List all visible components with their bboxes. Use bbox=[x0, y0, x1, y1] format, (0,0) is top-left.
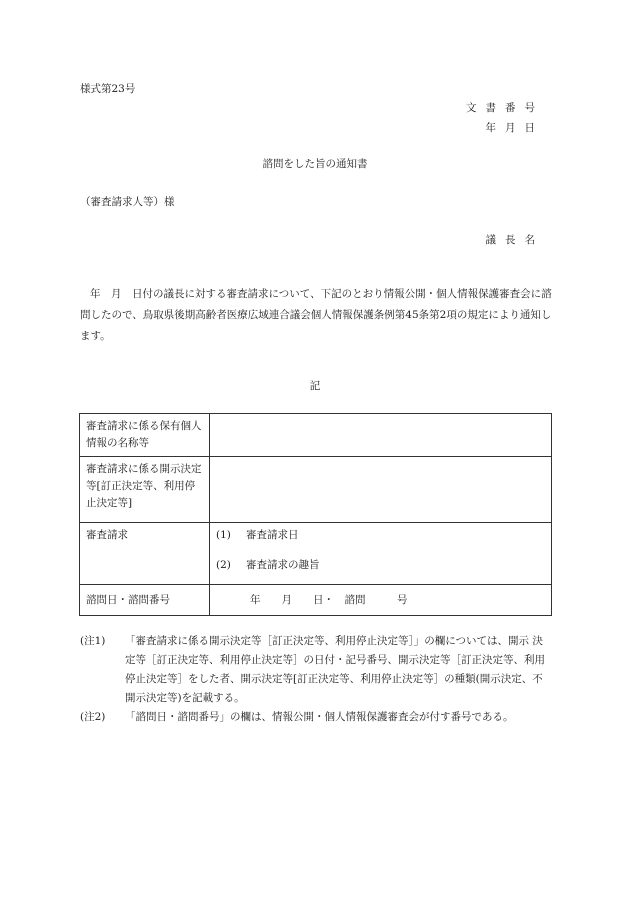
info-table bbox=[79, 413, 552, 616]
decision-value bbox=[210, 457, 552, 523]
ki-heading: 記 bbox=[309, 380, 321, 392]
note-item bbox=[80, 708, 552, 727]
info-value bbox=[210, 414, 552, 457]
note-text: 「審査請求に係る開示決定等［訂正決定等、利用停止決定等］」の欄については、開示 決定等［訂正決定等、利用停止決定等］の日付・記号番号、開示決定等［訂正決定等、利用停止決定等］をした者、開示決定等[訂正決定等、利用停止決定等］の種類(開示決定、不開示決定等)を記載する。 bbox=[125, 635, 545, 704]
addressee: （審査請求人等）様 bbox=[80, 196, 175, 208]
note-item bbox=[80, 632, 552, 708]
item-number: (1) bbox=[216, 529, 231, 541]
request-label: 審査請求 bbox=[80, 523, 210, 585]
document-number: 文書番号 bbox=[466, 102, 544, 114]
inquiry-value: 年 月 日・ 諮問 号 bbox=[210, 585, 552, 616]
request-date-item bbox=[216, 527, 545, 544]
notes bbox=[80, 632, 552, 727]
item-text: 審査請求日 bbox=[246, 529, 299, 541]
note-label: (注1) bbox=[80, 635, 106, 647]
body-paragraph: 年 月 日付の議長に対する審査請求について、下記のとおり情報公開・個人情報保護審査会に諮問したので、鳥取県後期高齢者医療広域連合議会個人情報保護条例第45条第2項の規定により通知します。 bbox=[80, 288, 552, 342]
item-number: (2) bbox=[216, 559, 231, 571]
inquiry-label: 諮問日・諮問番号 bbox=[80, 585, 210, 616]
info-label: 審査請求に係る保有個人情報の名称等 bbox=[80, 414, 210, 457]
form-number: 様式第23号 bbox=[80, 83, 136, 95]
request-purpose-item bbox=[216, 557, 545, 574]
sender-name: 議長名 bbox=[485, 234, 544, 246]
item-text: 審査請求の趣旨 bbox=[246, 559, 320, 571]
note-text: 「諮問日・諮問番号」の欄は、情報公開・個人情報保護審査会が付す番号である。 bbox=[125, 711, 514, 723]
table-row bbox=[80, 523, 552, 585]
table-row bbox=[80, 457, 552, 523]
decision-label: 審査請求に係る開示決定等[訂正決定等、利用停止決定等] bbox=[80, 457, 210, 523]
document-title: 諮問をした旨の通知書 bbox=[262, 158, 368, 170]
document-date: 年月日 bbox=[485, 122, 544, 134]
table-row bbox=[80, 585, 552, 616]
table-row bbox=[80, 414, 552, 457]
note-label: (注2) bbox=[80, 711, 106, 723]
request-details bbox=[210, 523, 552, 585]
